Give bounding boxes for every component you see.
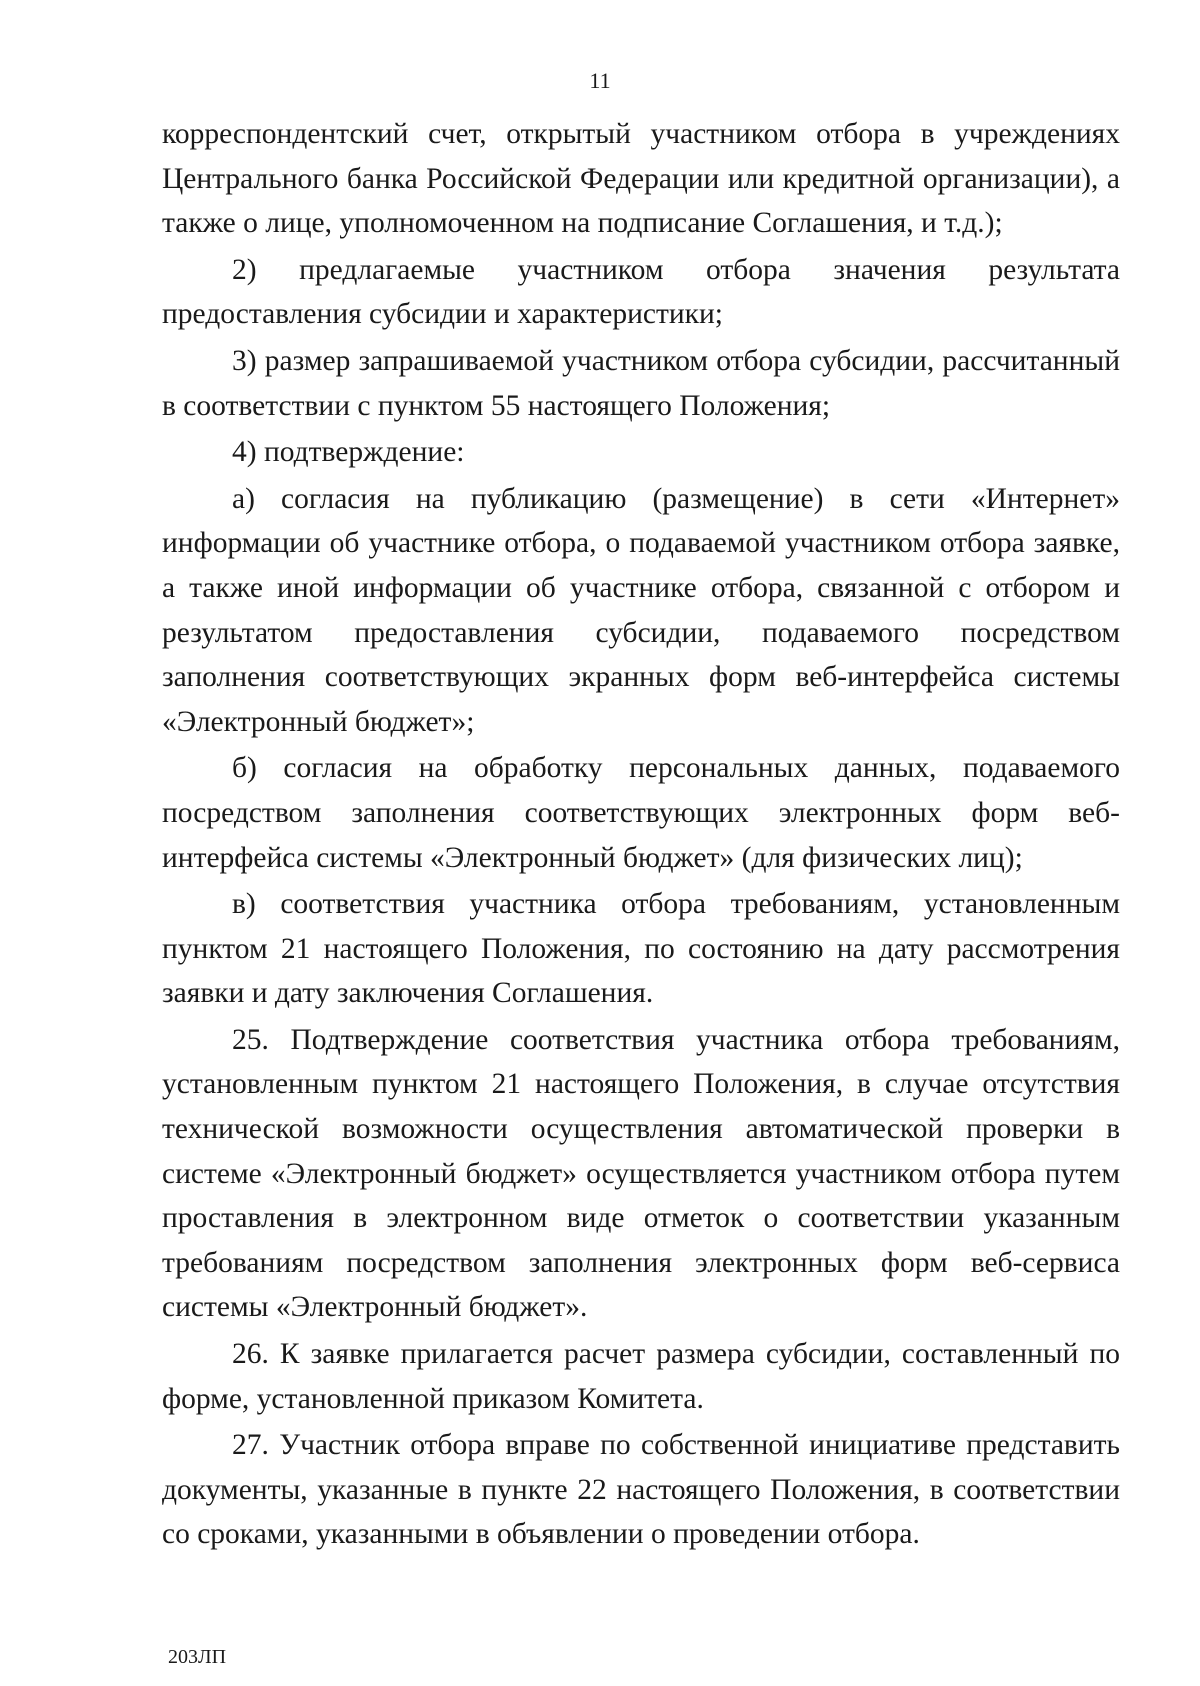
- paragraph-section-25: 25. Подтверждение соответствия участника отбора требованиям, установленным пунктом 21 настоящего Положения, в случае отсутствия технической возможности осуществления автоматической проверки в системе «Электронный бюджет» осуществляется участником отбора путем проставления в электронном виде отметок о соответствии указанным требованиям посредством заполнения электронных форм веб-сервиса системы «Электронный бюджет».: [162, 1023, 1120, 1324]
- document-code: 203ЛП: [168, 1646, 227, 1668]
- paragraph-continuation: корреспондентский счет, открытый участником отбора в учреждениях Центрального банка Российской Федерации или кредитной организации), а также о лице, уполномоченном на подписание Соглашения, и т.д.);: [162, 118, 1120, 240]
- paragraph-item-3: 3) размер запрашиваемой участником отбора субсидии, рассчитанный в соответствии с пунктом 55 настоящего Положения;: [162, 344, 1120, 422]
- paragraph-item-b: б) согласия на обработку персональных данных, подаваемого посредством заполнения соответствующих электронных форм веб-интерфейса системы «Электронный бюджет» (для физических лиц);: [162, 752, 1120, 874]
- paragraph-section-27: 27. Участник отбора вправе по собственной инициативе представить документы, указанные в пункте 22 настоящего Положения, в соответствии со сроками, указанными в объявлении о проведении отбора.: [162, 1429, 1120, 1551]
- page-number: 11: [589, 68, 611, 93]
- document-body: [162, 112, 1120, 1557]
- paragraph-item-4: 4) подтверждение:: [232, 436, 465, 469]
- paragraph-item-a: а) согласия на публикацию (размещение) в сети «Интернет» информации об участнике отбора, о подаваемой участником отбора заявке, а также иной информации об участнике отбора, связанной с отбором и результатом предоставления субсидии, подаваемого посредством заполнения соответствующих экранных форм веб-интерфейса системы «Электронный бюджет»;: [162, 482, 1120, 738]
- paragraph-section-26: 26. К заявке прилагается расчет размера субсидии, составленный по форме, установленной приказом Комитета.: [162, 1338, 1120, 1415]
- paragraph-item-v: в) соответствия участника отбора требованиям, установленным пунктом 21 настоящего Положения, по состоянию на дату рассмотрения заявки и дату заключения Соглашения.: [162, 888, 1120, 1010]
- paragraph-item-2: 2) предлагаемые участником отбора значения результата предоставления субсидии и характеристики;: [162, 253, 1120, 331]
